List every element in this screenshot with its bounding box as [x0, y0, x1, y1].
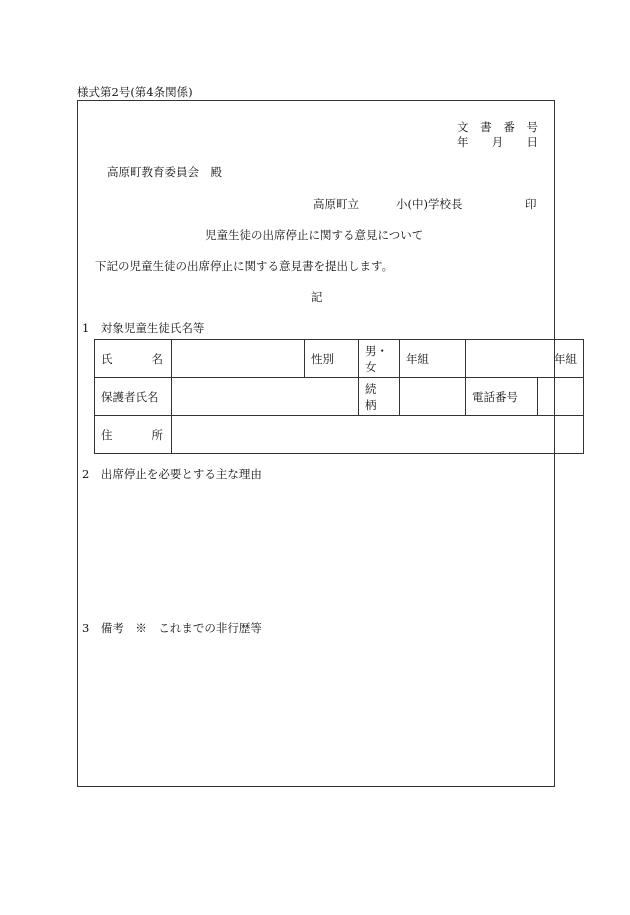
- address-value-cell[interactable]: [172, 416, 584, 454]
- table-row: [95, 340, 584, 378]
- date-year: 年: [457, 135, 469, 149]
- grade-year-char: 年: [554, 351, 566, 366]
- document-title: 児童生徒の出席停止に関する意見について: [205, 228, 424, 242]
- section1-heading: 1 対象児童生徒氏名等: [82, 321, 205, 335]
- student-info-table: [94, 339, 584, 454]
- ki-marker: 記: [311, 290, 323, 304]
- section2-heading: 2 出席停止を必要とする主な理由: [82, 467, 262, 481]
- gender-value-cell[interactable]: 男・女: [359, 340, 400, 378]
- sender-school: 小(中)学校長: [396, 197, 463, 211]
- sender-town: 高原町立: [313, 197, 359, 211]
- doc-number-char: 号: [526, 120, 538, 134]
- relation-label-cell: 続 柄: [359, 378, 400, 416]
- table-row: [95, 378, 584, 416]
- addressee: 高原町教育委員会 殿: [107, 165, 222, 179]
- phone-value-cell[interactable]: [538, 378, 584, 416]
- doc-number-char: 文: [457, 120, 469, 134]
- name-label-char: 名: [151, 351, 163, 366]
- grade-value-cell[interactable]: [466, 340, 584, 378]
- guardian-label-cell: 保護者氏名: [95, 378, 172, 416]
- grade-class-char: 組: [565, 351, 577, 366]
- guardian-value-cell[interactable]: [172, 378, 359, 416]
- address-label-char: 所: [151, 427, 163, 442]
- name-label-char: 氏: [101, 351, 113, 366]
- doc-number: [457, 119, 538, 135]
- doc-number-char: 番: [503, 120, 515, 134]
- form-label: 様式第2号(第4条関係): [77, 85, 193, 99]
- seal-mark: 印: [525, 197, 537, 211]
- intro-text: 下記の児童生徒の出席停止に関する意見書を提出します。: [95, 259, 394, 273]
- date-line: [457, 134, 538, 150]
- name-value-cell[interactable]: [172, 340, 305, 378]
- date-month: 月: [491, 135, 504, 149]
- address-label-char: 住: [101, 427, 113, 442]
- name-label-cell: [95, 340, 172, 378]
- phone-label-cell: 電話番号: [466, 378, 538, 416]
- grade-label-cell: 年組: [400, 340, 466, 378]
- address-label-cell: [95, 416, 172, 454]
- date-day: 日: [526, 135, 538, 149]
- table-row: [95, 416, 584, 454]
- gender-label-cell: 性別: [305, 340, 359, 378]
- doc-number-char: 書: [480, 120, 492, 134]
- relation-value-cell[interactable]: [400, 378, 466, 416]
- section3-heading: 3 備考 ※ これまでの非行歴等: [82, 621, 262, 635]
